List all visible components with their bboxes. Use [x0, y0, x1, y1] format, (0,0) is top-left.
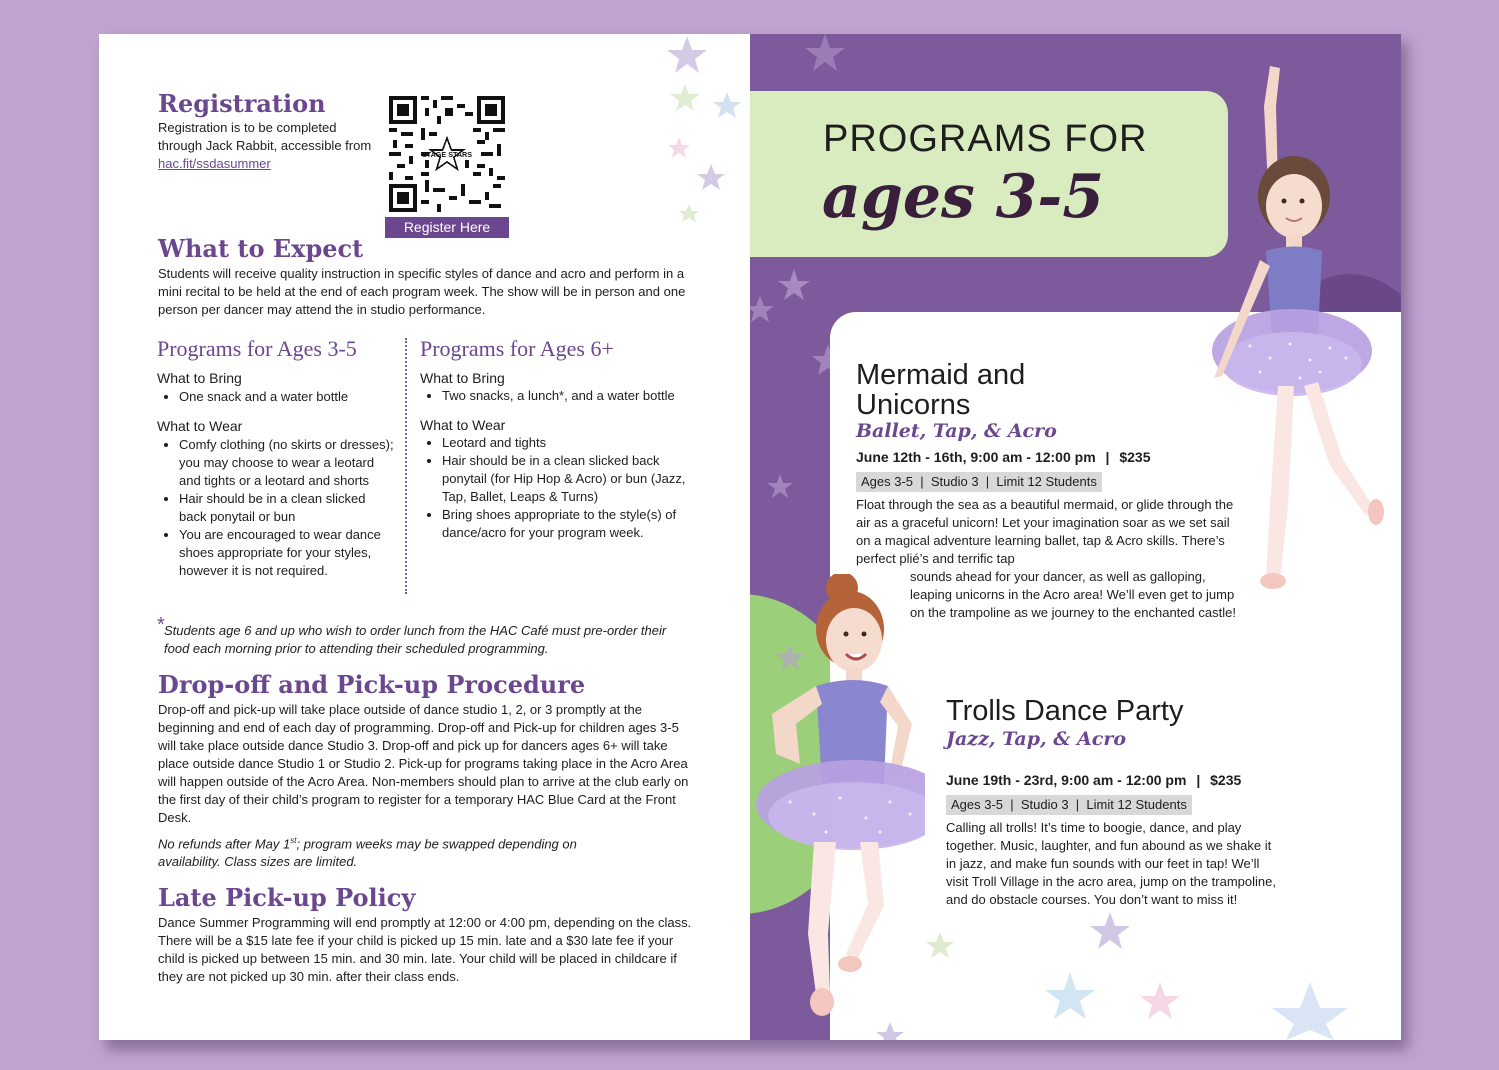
program1-when: June 12th - 16th, 9:00 am - 12:00 pm | $235 — [856, 449, 1151, 465]
list-item: • You are encouraged to wear dance shoes appropriate for your styles, however it is not required. — [179, 526, 395, 580]
refund-text-end: ; program weeks may be swapped depending on availability. Class sizes are limited. — [158, 836, 577, 870]
program2-desc: Calling all trolls! It’s time to boogie, dance, and play together. Music, laughter, and fun abound as we shake it in jazz, and make fun sounds with our feet in tap! We’ll visit Troll Village in the acro area, jump on the trampoline, and do obstacle courses. You don’t want to miss it! — [946, 820, 1276, 907]
program2-styles: Jazz, Tap, & Acro — [946, 728, 1127, 750]
right-page — [750, 34, 1401, 1040]
what-to-expect-heading: What to Expect — [158, 234, 364, 263]
list-item: • Hair should be in a clean slicked back ponytail (for Hip Hop & Acro) or bun (Jazz, Tap, Ballet, Leaps & Turns) — [442, 452, 692, 506]
list-item: • Two snacks, a lunch*, and a water bottle — [442, 387, 682, 405]
star-icon — [659, 34, 750, 234]
late-pickup-text: Dance Summer Programming will end promptly at 12:00 or 4:00 pm, depending on the class. There will be a $15 late fee if your child is picked up 15 min. late and a $30 late fee if your child is picked up between 15 min. and 30 min. late. Your child will be placed in childcare if they are not picked up 30 min. after their class ends. — [158, 915, 692, 984]
program1-title — [856, 360, 1025, 420]
program1-tag-badge: Ages 3-5 | Studio 3 | Limit 12 Students — [856, 472, 1102, 492]
late-pickup-heading: Late Pick-up Policy — [158, 883, 416, 912]
ages-3-5-wear-list — [157, 436, 395, 580]
program2-when: June 19th - 23rd, 9:00 am - 12:00 pm | $235 — [946, 772, 1242, 788]
ages-3-5-wear-title: What to Wear — [157, 418, 243, 434]
list-item: • Bring shoes appropriate to the style(s) of dance/acro for your program week. — [442, 506, 692, 542]
ages-6-bring-list — [420, 387, 682, 405]
registration-heading: Registration — [158, 89, 326, 118]
program1-styles: Ballet, Tap, & Acro — [856, 420, 1057, 442]
refund-sup: st — [290, 836, 297, 845]
qr-center-label: STAGE STARS — [421, 150, 473, 160]
program1-tags — [856, 472, 1102, 492]
program1-title-line2: Unicorns — [856, 389, 971, 421]
registration-text — [158, 119, 373, 173]
program1-date: June 12th - 16th, 9:00 am - 12:00 pm — [856, 449, 1096, 465]
list-item: • Leotard and tights — [442, 434, 692, 452]
title-banner — [750, 91, 1228, 257]
registration-body: Registration is to be completed through Jack Rabbit, accessible from — [158, 120, 372, 153]
ages-6-column — [420, 369, 690, 542]
refund-text: No refunds after May 1 — [158, 836, 291, 852]
ages-6-heading: Programs for Ages 6+ — [420, 336, 614, 361]
list-item: • One snack and a water bottle — [179, 388, 397, 406]
banner-title-line1: PROGRAMS FOR — [823, 118, 1148, 160]
program2-price: $235 — [1210, 772, 1242, 788]
footnote-text: Students age 6 and up who wish to order lunch from the HAC Café must pre-order their food each morning prior to attending their scheduled programming. — [164, 623, 667, 656]
what-to-expect-text: Students will receive quality instruction in specific styles of dance and acro and perform in a mini recital to be held at the end of each program week. The show will be in person and one person per dancer may attend the in studio performance. — [158, 266, 686, 317]
dancer-photo-icon — [750, 574, 925, 1040]
left-page — [99, 34, 750, 1040]
program1-title-line1: Mermaid and — [856, 359, 1026, 391]
ages-6-wear-list — [420, 434, 692, 542]
register-here-button[interactable]: Register Here — [385, 217, 509, 238]
dropoff-text: Drop-off and pick-up will take place outside of dance studio 1, 2, or 3 promptly at the beginning and end of each day of programming. Drop-off and Pick-up for children ages 3-5 will take place outside dance Studio 3. Drop-off and pick up for dancers ages 6+ will take place outside dance Studio 1 or Studio 2. Pick-up for programs taking place in the Acro Area will happen outside of the Acro Area. Non-members should plan to arrive at the club early on the first day of their child’s program to register for a temporary HAC Blue Card at the Front Desk. — [158, 702, 689, 825]
program2-tag-badge: Ages 3-5 | Studio 3 | Limit 12 Students — [946, 795, 1192, 815]
qr-code-icon[interactable] — [389, 96, 505, 212]
ages-6-wear-title: What to Wear — [420, 417, 506, 433]
refund-note — [158, 832, 638, 871]
program1-desc-a: Float through the sea as a beautiful mermaid, or glide through the air as a graceful unicorn! Let your imagination soar as we set sail on a magical adventure learning ballet, tap & Acro skills. There’s perfect plié’s and terrific tap — [856, 497, 1234, 566]
program2-title: Trolls Dance Party — [946, 695, 1184, 727]
program1-price: $235 — [1119, 449, 1151, 465]
ages-3-5-bring-list — [157, 388, 397, 406]
ages-3-5-column — [157, 369, 397, 580]
ages-6-bring-title: What to Bring — [420, 370, 505, 386]
ages-3-5-bring-title: What to Bring — [157, 370, 242, 386]
registration-link[interactable]: hac.fit/ssdasummer — [158, 156, 271, 171]
dropoff-heading: Drop-off and Pick-up Procedure — [158, 670, 586, 699]
program1-desc-b: sounds ahead for your dancer, as well as galloping, leaping unicorns in the Acro area! We’ll even get to jump on the trampoline as we journey to the enchanted castle! — [910, 569, 1236, 620]
column-divider — [405, 338, 407, 594]
ages-3-5-heading: Programs for Ages 3-5 — [157, 336, 357, 361]
dancer-photo-icon — [1170, 46, 1401, 606]
list-item: • Comfy clothing (no skirts or dresses); you may choose to wear a leotard and tights or a leotard and shorts — [179, 436, 395, 490]
list-item: • Hair should be in a clean slicked back ponytail or bun — [179, 490, 395, 526]
program2-date: June 19th - 23rd, 9:00 am - 12:00 pm — [946, 772, 1187, 788]
program2-tags — [946, 795, 1192, 815]
banner-title-line2: ages 3-5 — [822, 162, 1105, 232]
footnote-asterisk: * — [157, 614, 165, 636]
